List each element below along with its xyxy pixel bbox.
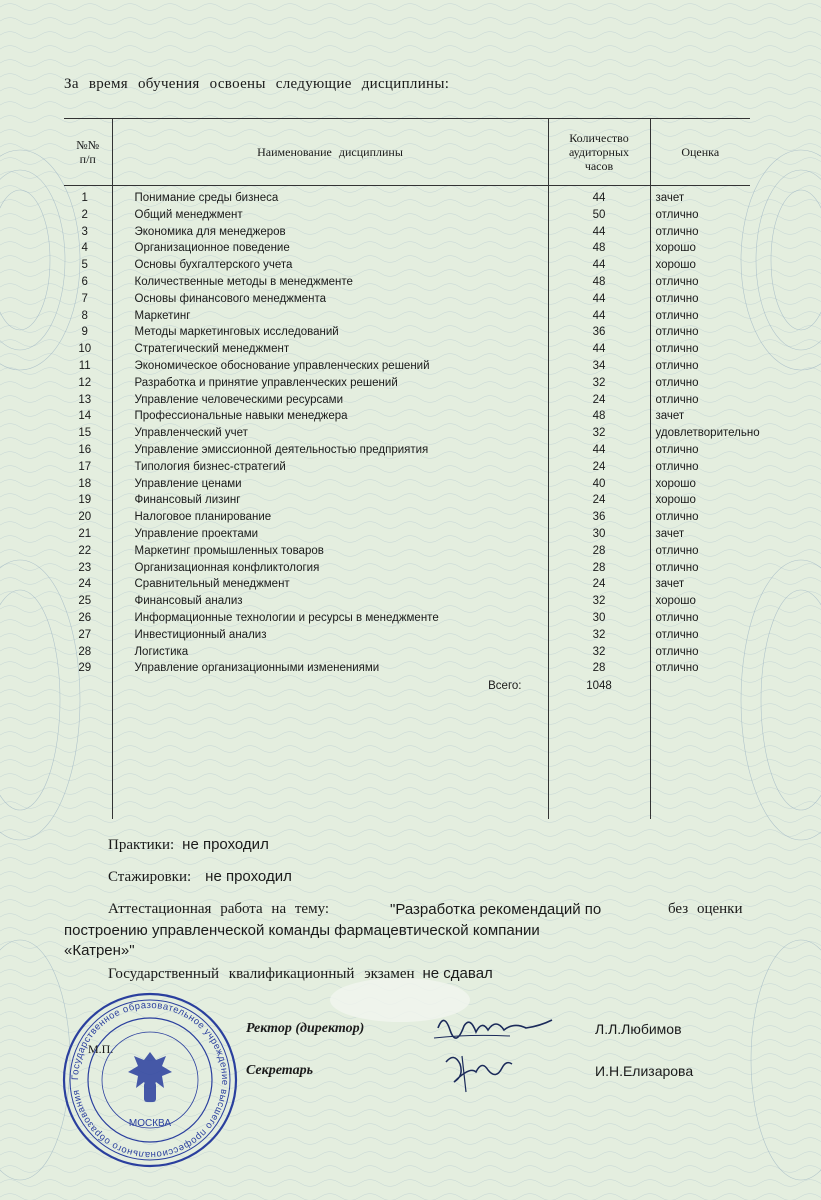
row-discipline: Управление человеческими ресурсами — [112, 392, 548, 409]
table-row — [64, 593, 750, 610]
row-num: 10 — [64, 341, 112, 358]
row-grade: отлично — [655, 393, 699, 406]
row-grade: хорошо — [655, 595, 696, 608]
official-stamp — [60, 990, 240, 1170]
row-num: 7 — [64, 291, 112, 308]
total-label: Всего: — [112, 677, 548, 695]
header-hours-line3: часов — [584, 159, 614, 173]
row-hours: 44 — [548, 257, 650, 274]
row-discipline: Инвестиционный анализ — [112, 627, 548, 644]
row-hours: 34 — [548, 358, 650, 375]
row-discipline: Экономическое обоснование управленческих решений — [112, 358, 548, 375]
row-discipline: Управление эмиссионной деятельностью предприятия — [112, 442, 548, 459]
row-grade: зачет — [655, 578, 685, 591]
row-grade: отлично — [655, 275, 699, 288]
secretary-name: И.Н.Елизарова — [595, 1063, 694, 1079]
table-row — [64, 358, 750, 375]
row-discipline: Финансовый лизинг — [112, 492, 548, 509]
row-num: 3 — [64, 224, 112, 241]
row-hours: 50 — [548, 207, 650, 224]
attestation-title-line2: построению управленческой команды фармацевтической компании — [64, 922, 540, 939]
header-hours-line2: аудиторных — [568, 145, 630, 159]
row-discipline: Профессиональные навыки менеджера — [112, 408, 548, 425]
row-hours: 24 — [548, 576, 650, 593]
row-num: 21 — [64, 526, 112, 543]
table-row — [64, 543, 750, 560]
internship-label: Стажировки: — [108, 869, 192, 885]
row-num: 8 — [64, 308, 112, 325]
row-hours: 30 — [548, 526, 650, 543]
row-grade: зачет — [655, 410, 685, 423]
row-discipline: Логистика — [112, 644, 548, 661]
table-row — [64, 560, 750, 577]
row-discipline: Маркетинг — [112, 308, 548, 325]
row-hours: 30 — [548, 610, 650, 627]
row-num: 23 — [64, 560, 112, 577]
table-row — [64, 324, 750, 341]
row-num: 12 — [64, 375, 112, 392]
row-grade: отлично — [655, 645, 699, 658]
row-num: 1 — [64, 190, 112, 207]
practice-label: Практики: — [108, 837, 175, 853]
row-num: 13 — [64, 392, 112, 409]
row-num: 11 — [64, 358, 112, 375]
table-row — [64, 509, 750, 526]
row-grade: отлично — [655, 544, 699, 557]
row-discipline: Финансовый анализ — [112, 593, 548, 610]
table-row — [64, 257, 750, 274]
internship-value: не проходил — [205, 868, 292, 885]
table-row — [64, 375, 750, 392]
table-row — [64, 392, 750, 409]
header-num-line2: п/п — [79, 152, 96, 166]
row-hours: 28 — [548, 660, 650, 677]
row-grade: отлично — [655, 662, 699, 675]
row-hours: 36 — [548, 509, 650, 526]
exam-value: не сдавал — [422, 965, 493, 982]
table-row — [64, 660, 750, 677]
table-row — [64, 341, 750, 358]
total-hours: 1048 — [548, 677, 650, 695]
row-num: 28 — [64, 644, 112, 661]
table-row — [64, 308, 750, 325]
row-grade: отлично — [655, 343, 699, 356]
stamp-place-label: М.П. — [88, 1042, 114, 1056]
row-discipline: Налоговое планирование — [112, 509, 548, 526]
table-row — [64, 576, 750, 593]
row-grade: удовлетворительно — [655, 427, 760, 440]
row-hours: 24 — [548, 492, 650, 509]
row-num: 26 — [64, 610, 112, 627]
row-discipline: Количественные методы в менеджменте — [112, 274, 548, 291]
row-discipline: Управление проектами — [112, 526, 548, 543]
row-discipline: Информационные технологии и ресурсы в менеджменте — [112, 610, 548, 627]
row-hours: 44 — [548, 190, 650, 207]
row-grade: хорошо — [655, 494, 696, 507]
row-discipline: Методы маркетинговых исследований — [112, 324, 548, 341]
row-hours: 44 — [548, 442, 650, 459]
row-num: 20 — [64, 509, 112, 526]
header-num — [64, 119, 112, 186]
intro-text: За время обучения освоены следующие дисциплины: — [64, 76, 450, 92]
row-grade: отлично — [655, 443, 699, 456]
row-discipline: Общий менеджмент — [112, 207, 548, 224]
table-row — [64, 526, 750, 543]
row-hours: 32 — [548, 627, 650, 644]
row-hours: 48 — [548, 240, 650, 257]
table-row — [64, 190, 750, 207]
row-discipline: Разработка и принятие управленческих решений — [112, 375, 548, 392]
table-header-row — [64, 119, 750, 186]
row-num: 17 — [64, 459, 112, 476]
row-discipline: Сравнительный менеджмент — [112, 576, 548, 593]
row-grade: хорошо — [655, 259, 696, 272]
row-hours: 48 — [548, 274, 650, 291]
row-num: 4 — [64, 240, 112, 257]
internship-line — [108, 868, 292, 886]
row-num: 14 — [64, 408, 112, 425]
row-grade: хорошо — [655, 477, 696, 490]
rector-name: Л.Л.Любимов — [595, 1021, 682, 1037]
row-grade: отлично — [655, 511, 699, 524]
row-num: 27 — [64, 627, 112, 644]
table-row — [64, 476, 750, 493]
row-grade: зачет — [655, 527, 685, 540]
total-row — [64, 677, 750, 695]
row-grade: зачет — [655, 192, 685, 204]
row-hours: 44 — [548, 341, 650, 358]
row-discipline: Управление ценами — [112, 476, 548, 493]
header-hours — [548, 119, 650, 186]
row-grade: отлично — [655, 376, 699, 389]
row-grade: отлично — [655, 326, 699, 339]
row-hours: 28 — [548, 560, 650, 577]
table-row — [64, 644, 750, 661]
row-hours: 44 — [548, 308, 650, 325]
table-row — [64, 627, 750, 644]
row-grade: отлично — [655, 359, 699, 372]
exam-line — [108, 965, 493, 983]
table-row — [64, 459, 750, 476]
disciplines-table — [64, 118, 760, 819]
row-grade: отлично — [655, 225, 699, 238]
attestation-title-line3: «Катрен»" — [64, 942, 135, 959]
table-row — [64, 408, 750, 425]
secretary-title: Секретарь — [246, 1063, 314, 1078]
row-grade: отлично — [655, 611, 699, 624]
row-grade: отлично — [655, 628, 699, 641]
row-grade: отлично — [655, 561, 699, 574]
table-row — [64, 610, 750, 627]
header-name: Наименование дисциплины — [112, 119, 548, 186]
row-hours: 32 — [548, 593, 650, 610]
exam-label: Государственный квалификационный экзамен — [108, 966, 415, 982]
row-num: 25 — [64, 593, 112, 610]
table-row — [64, 291, 750, 308]
secretary-signature — [440, 1046, 520, 1096]
row-discipline: Стратегический менеджмент — [112, 341, 548, 358]
row-num: 29 — [64, 660, 112, 677]
table-row — [64, 207, 750, 224]
row-discipline: Понимание среды бизнеса — [112, 190, 548, 207]
row-num: 24 — [64, 576, 112, 593]
row-num: 16 — [64, 442, 112, 459]
row-hours: 36 — [548, 324, 650, 341]
rector-title: Ректор (директор) — [246, 1021, 365, 1036]
row-hours: 32 — [548, 375, 650, 392]
header-hours-line1: Количество — [569, 131, 629, 145]
row-grade: отлично — [655, 460, 699, 473]
row-discipline: Управленческий учет — [112, 425, 548, 442]
table-row — [64, 425, 750, 442]
row-hours: 44 — [548, 291, 650, 308]
eagle-emblem-icon — [128, 1052, 172, 1102]
row-hours: 40 — [548, 476, 650, 493]
table-row — [64, 274, 750, 291]
attestation-title-line1: "Разработка рекомендаций по — [390, 901, 602, 918]
row-discipline: Организационное поведение — [112, 240, 548, 257]
table-row — [64, 492, 750, 509]
row-num: 9 — [64, 324, 112, 341]
attestation-label: Аттестационная работа на тему: — [108, 901, 330, 917]
row-num: 19 — [64, 492, 112, 509]
stamp-city: МОСКВА — [128, 1118, 172, 1129]
table-row — [64, 224, 750, 241]
row-discipline: Основы бухгалтерского учета — [112, 257, 548, 274]
row-hours: 32 — [548, 644, 650, 661]
row-discipline: Организационная конфликтология — [112, 560, 548, 577]
practice-line — [108, 836, 269, 854]
row-discipline: Управление организационными изменениями — [112, 660, 548, 677]
stamp-ring-text: Государственное образовательное учреждение высшего профессионального образования — [69, 999, 231, 1161]
row-grade: отлично — [655, 208, 699, 221]
row-hours: 44 — [548, 224, 650, 241]
row-grade: отлично — [655, 309, 699, 322]
row-discipline: Типология бизнес-стратегий — [112, 459, 548, 476]
row-num: 5 — [64, 257, 112, 274]
row-hours: 32 — [548, 425, 650, 442]
row-num: 6 — [64, 274, 112, 291]
table-row — [64, 240, 750, 257]
row-discipline: Маркетинг промышленных товаров — [112, 543, 548, 560]
row-hours: 24 — [548, 459, 650, 476]
row-hours: 48 — [548, 408, 650, 425]
row-grade: отлично — [655, 292, 699, 305]
row-hours: 28 — [548, 543, 650, 560]
row-hours: 24 — [548, 392, 650, 409]
row-grade: хорошо — [655, 242, 696, 255]
row-num: 22 — [64, 543, 112, 560]
table-row — [64, 442, 750, 459]
row-discipline: Основы финансового менеджмента — [112, 291, 548, 308]
row-discipline: Экономика для менеджеров — [112, 224, 548, 241]
row-num: 15 — [64, 425, 112, 442]
row-num: 2 — [64, 207, 112, 224]
row-num: 18 — [64, 476, 112, 493]
header-num-line1: №№ — [76, 138, 100, 152]
attestation-grade: без оценки — [668, 901, 743, 917]
practice-value: не проходил — [182, 836, 269, 853]
rector-signature — [430, 1008, 560, 1048]
header-grade: Оценка — [681, 145, 720, 159]
